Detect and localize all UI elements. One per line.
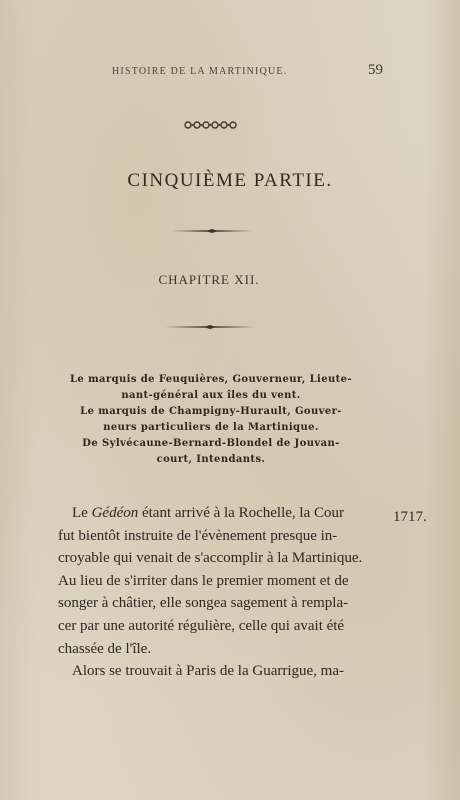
running-head: HISTOIRE DE LA MARTINIQUE. xyxy=(112,66,288,77)
body-paragraph xyxy=(58,502,386,683)
body-line: croyable qui venait de s'accomplir à la Martinique. xyxy=(58,550,363,567)
body-line xyxy=(58,502,386,525)
summary-line: nant-général aux îles du vent. xyxy=(121,390,301,401)
body-text-run: Le xyxy=(72,505,92,521)
ornament-icon xyxy=(182,120,242,130)
body-line: songer à châtier, elle songea sagement à rempla- xyxy=(58,595,349,612)
body-line: chassée de l'île. xyxy=(58,640,152,657)
ornamental-rule xyxy=(172,227,252,235)
margin-year: 1717. xyxy=(393,509,427,525)
chapter-title: CHAPITRE XII. xyxy=(158,272,260,287)
body-line: cer par une autorité régulière, celle qui avait été xyxy=(58,617,345,634)
summary-line: De Sylvécaune-Bernard-Blondel de Jouvan- xyxy=(82,438,340,449)
summary-line: court, Intendants. xyxy=(156,454,266,465)
body-line: Alors se trouvait à Paris de la Guarrigue, ma- xyxy=(72,663,344,680)
summary-line: neurs particuliers de la Martinique. xyxy=(103,422,319,433)
page-number: 59 xyxy=(368,62,383,78)
body-line: fut bientôt instruite de l'évènement presque in- xyxy=(58,527,338,544)
chapter-summary xyxy=(36,372,386,468)
body-text-run: étant arrivé à la Rochelle, la Cour xyxy=(138,505,344,521)
ornamental-rule xyxy=(165,323,255,331)
part-title: CINQUIÈME PARTIE. xyxy=(127,170,333,191)
body-line: Au lieu de s'irriter dans le premier moment et de xyxy=(58,572,349,589)
ship-name: Gédéon xyxy=(91,505,139,521)
summary-line: Le marquis de Champigny-Hurault, Gouver- xyxy=(80,406,342,417)
summary-line: Le marquis de Feuquières, Gouverneur, Lieute- xyxy=(70,374,352,385)
